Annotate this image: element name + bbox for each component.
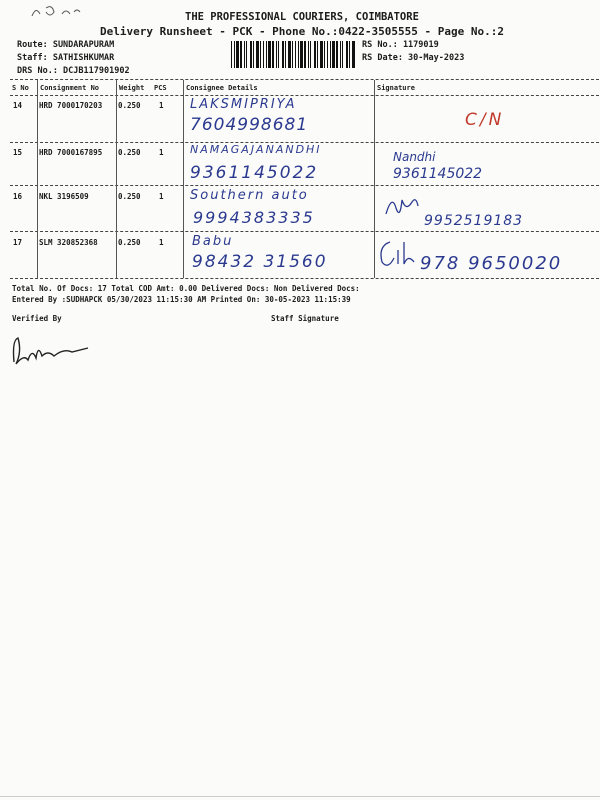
barcode-bar xyxy=(244,41,245,68)
staff-label: Staff: SATHISHKUMAR xyxy=(17,53,115,63)
row-weight: 0.250 xyxy=(118,101,141,110)
col-header-weight: Weight xyxy=(119,84,145,92)
row-consignment: HRD 7000170203 xyxy=(39,101,103,110)
barcode-bar xyxy=(268,41,271,68)
consignee-phone-handwritten: 9994383335 xyxy=(193,208,315,227)
staff-signature-label: Staff Signature xyxy=(271,314,339,323)
consignee-name-handwritten: Southern auto xyxy=(190,188,309,203)
rs-number: RS No.: 1179019 xyxy=(362,40,439,50)
barcode-bar xyxy=(278,41,279,68)
barcode-bar xyxy=(285,41,286,68)
row-sno: 14 xyxy=(13,101,23,110)
consignee-name-handwritten: LAKSMIPRIYA xyxy=(190,97,297,112)
signature-handwritten: C/N xyxy=(465,110,505,130)
barcode-bar xyxy=(336,41,338,68)
barcode-bar xyxy=(300,41,303,68)
top-left-scribble xyxy=(28,2,88,24)
barcode-bar xyxy=(256,41,259,68)
column-divider xyxy=(374,80,375,278)
barcode-bar xyxy=(250,41,252,68)
barcode-bar xyxy=(276,41,277,68)
barcode-bar xyxy=(236,41,239,68)
barcode-bar xyxy=(240,41,242,68)
signature-scribble xyxy=(376,236,426,272)
company-title: THE PROFESSIONAL COURIERS, COIMBATORE xyxy=(185,11,419,23)
column-divider xyxy=(183,80,184,278)
barcode-bar xyxy=(246,41,247,68)
barcode-bar xyxy=(272,41,274,68)
barcode-bar xyxy=(260,41,261,68)
barcode-bar xyxy=(253,41,254,68)
verifier-signature-scribble xyxy=(8,332,98,372)
column-divider xyxy=(116,80,117,278)
row-divider xyxy=(10,231,599,232)
table-bottom-rule xyxy=(10,278,599,279)
barcode-bar xyxy=(327,41,328,68)
barcode-bar xyxy=(324,41,325,68)
barcode-bar xyxy=(231,41,232,68)
barcode-bar xyxy=(263,41,264,68)
row-pcs: 1 xyxy=(159,192,164,201)
page-bottom-edge xyxy=(0,796,600,797)
row-weight: 0.250 xyxy=(118,148,141,157)
row-pcs: 1 xyxy=(159,148,164,157)
table-top-rule xyxy=(10,79,599,80)
col-header-signature: Signature xyxy=(377,84,415,92)
barcode-bar xyxy=(266,41,267,68)
barcode-bar xyxy=(310,41,311,68)
barcode-image xyxy=(231,41,355,68)
barcode-bar xyxy=(288,41,291,68)
barcode-bar xyxy=(295,41,296,68)
signature-phone-handwritten: 9952519183 xyxy=(424,213,524,229)
col-header-pcs: PCS xyxy=(154,84,167,92)
row-pcs: 1 xyxy=(159,238,164,247)
barcode-bar xyxy=(282,41,284,68)
runsheet-subtitle: Delivery Runsheet - PCK - Phone No.:0422-3505555 - Page No.:2 xyxy=(100,25,504,38)
row-divider xyxy=(10,185,599,186)
barcode-bar xyxy=(340,41,341,68)
column-divider xyxy=(37,80,38,278)
col-header-consignment: Consignment No xyxy=(40,84,100,92)
row-consignment: NKL 3196509 xyxy=(39,192,89,201)
barcode-bar xyxy=(298,41,299,68)
barcode-bar xyxy=(332,41,335,68)
row-consignment: SLM 320852368 xyxy=(39,238,98,247)
totals-line: Total No. Of Docs: 17 Total COD Amt: 0.00 Delivered Docs: Non Delivered Docs: xyxy=(12,284,360,293)
drs-number: DRS No.: DCJB117901902 xyxy=(17,66,130,76)
signature-phone-handwritten: 978 9650020 xyxy=(420,253,563,274)
table-header-rule xyxy=(10,95,599,96)
row-consignment: HRD 7000167895 xyxy=(39,148,103,157)
barcode-bar xyxy=(330,41,331,68)
barcode-bar xyxy=(320,41,323,68)
barcode-bar xyxy=(292,41,293,68)
consignee-name-handwritten: NAMAGAJANANDHI xyxy=(190,143,322,156)
row-sno: 15 xyxy=(13,148,23,157)
entered-by-line: Entered By :SUDHAPCK 05/30/2023 11:15:30 AM Printed On: 30-05-2023 11:15:39 xyxy=(12,295,351,304)
signature-scribble xyxy=(382,192,422,224)
row-sno: 16 xyxy=(13,192,23,201)
consignee-name-handwritten: Babu xyxy=(192,234,234,249)
barcode-bar xyxy=(349,41,350,68)
barcode-bar xyxy=(304,41,306,68)
barcode-bar xyxy=(317,41,318,68)
consignee-phone-handwritten: 98432 31560 xyxy=(192,252,328,272)
col-header-sno: S No xyxy=(12,84,29,92)
row-sno: 17 xyxy=(13,238,23,247)
row-pcs: 1 xyxy=(159,101,164,110)
barcode-bar xyxy=(314,41,316,68)
verified-by-label: Verified By xyxy=(12,314,62,323)
route-label: Route: SUNDARAPURAM xyxy=(17,40,115,50)
signature-handwritten: Nandhi xyxy=(393,150,436,164)
barcode-bar xyxy=(352,41,355,68)
row-weight: 0.250 xyxy=(118,238,141,247)
barcode-bar xyxy=(342,41,343,68)
col-header-consignee: Consignee Details xyxy=(186,84,258,92)
consignee-phone-handwritten: 7604998681 xyxy=(190,115,309,135)
consignee-phone-handwritten: 9361145022 xyxy=(190,163,319,183)
rs-date: RS Date: 30-May-2023 xyxy=(362,53,465,63)
signature-phone-handwritten: 9361145022 xyxy=(393,166,483,182)
row-weight: 0.250 xyxy=(118,192,141,201)
barcode-bar xyxy=(308,41,309,68)
barcode-bar xyxy=(234,41,235,68)
barcode-bar xyxy=(346,41,348,68)
